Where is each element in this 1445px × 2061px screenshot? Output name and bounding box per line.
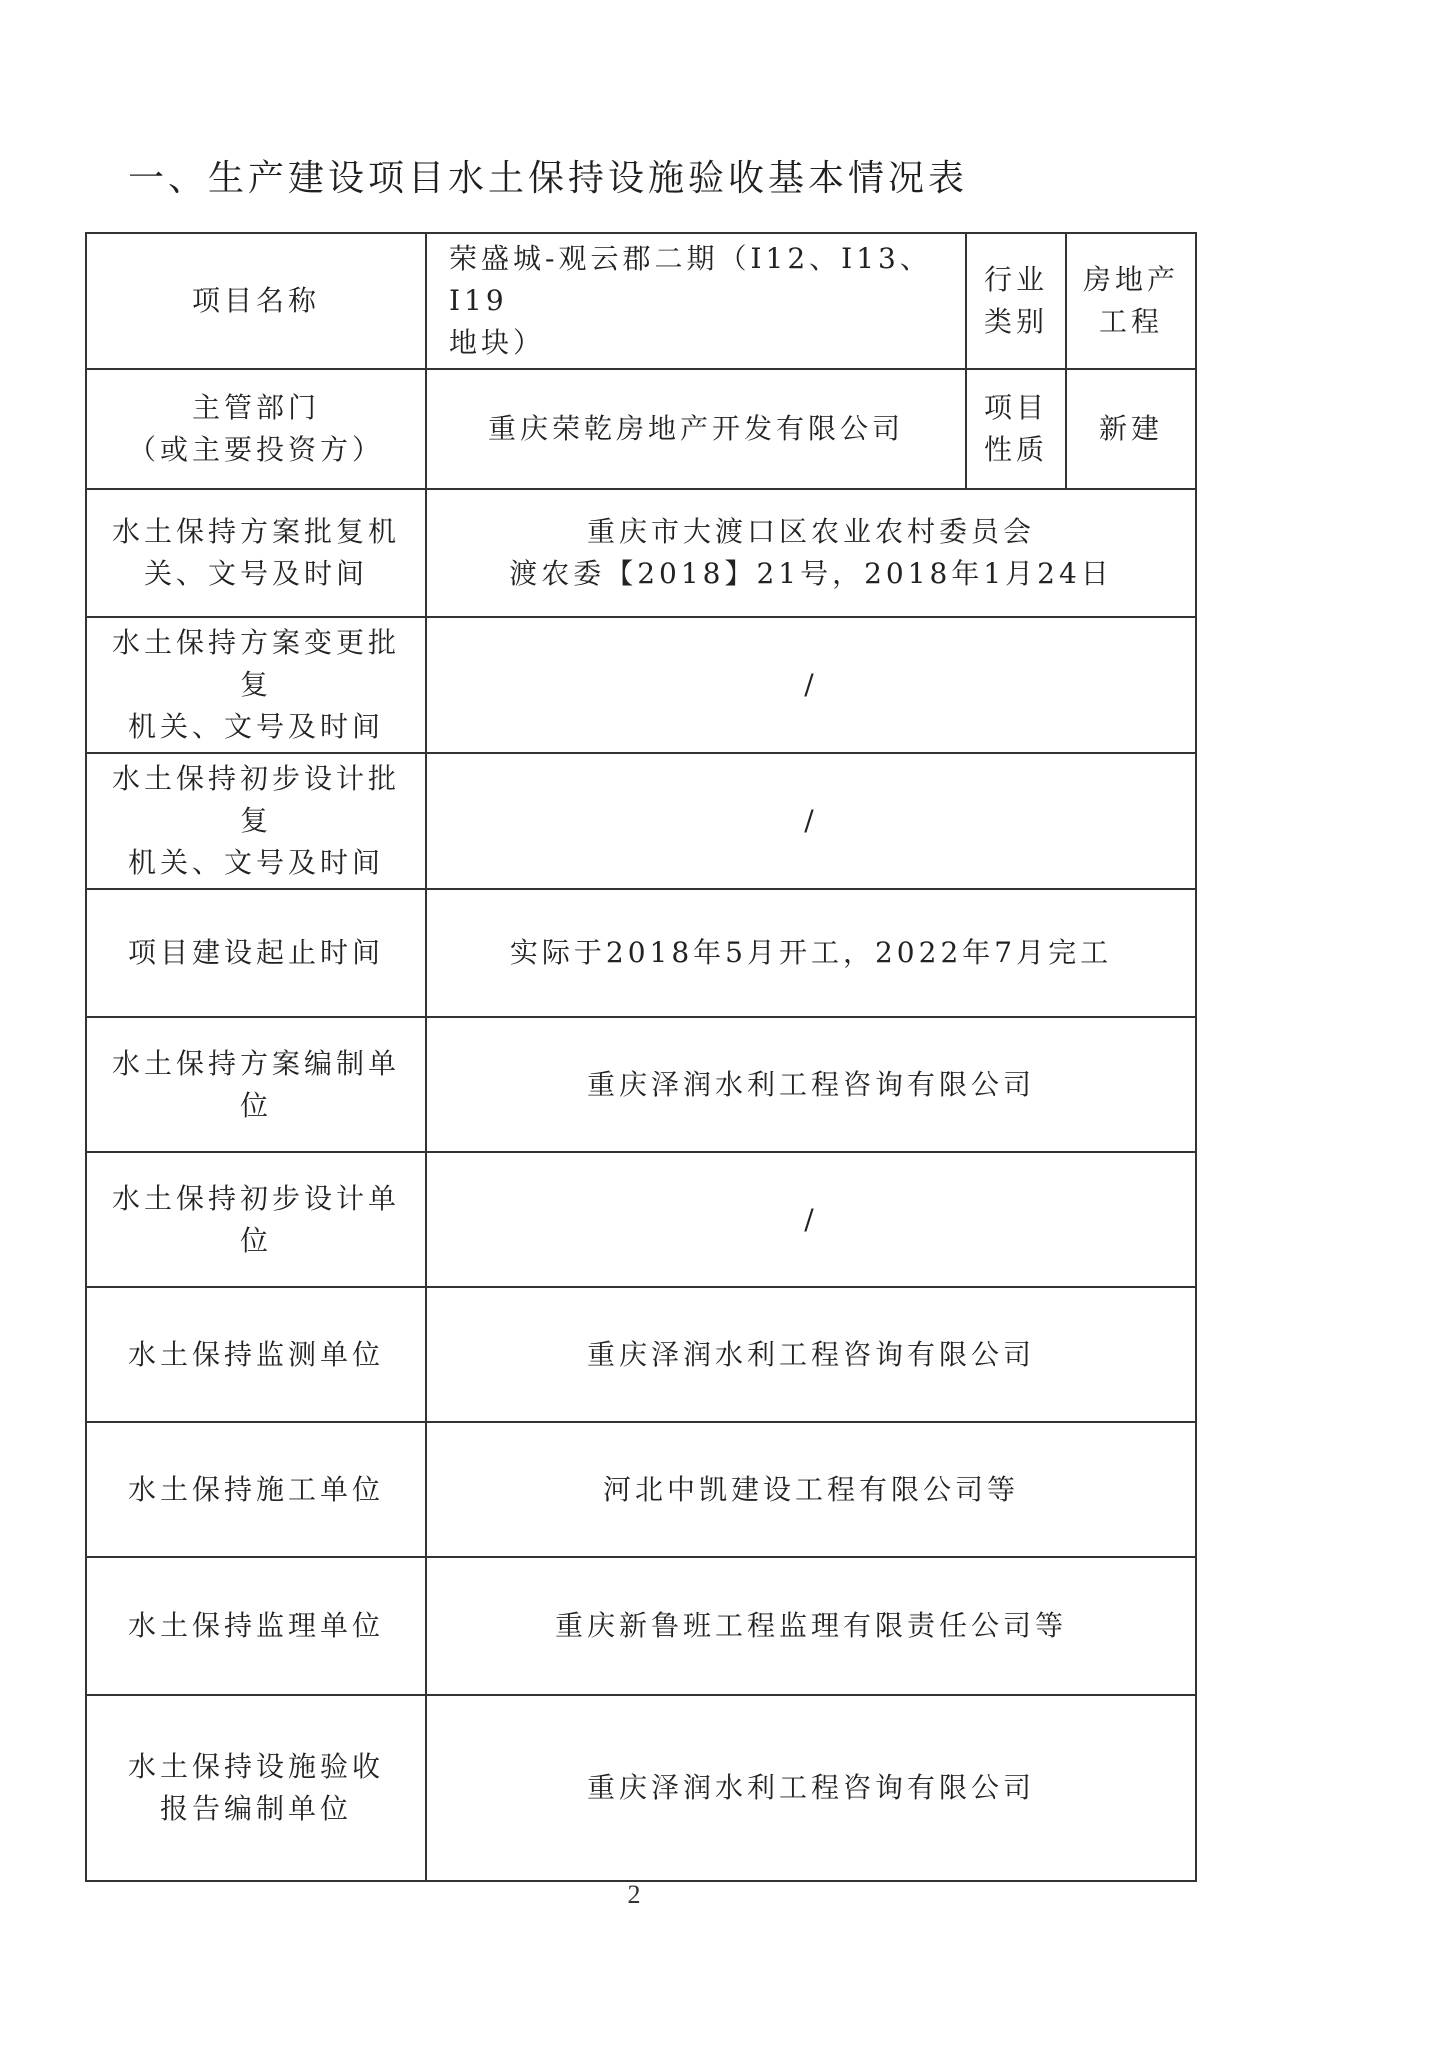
extra-label: 项目: [983, 391, 1048, 424]
label-cell: [86, 233, 426, 369]
label-cell: [86, 489, 426, 617]
row-label: 项目名称: [191, 284, 320, 317]
row-label: 水土保持初步设计单位: [111, 1181, 400, 1257]
value-cell: [426, 489, 1196, 617]
acceptance-info-table: [85, 232, 1197, 1882]
table-row-monitoring-unit: [86, 1287, 1196, 1422]
row-value: 重庆荣乾房地产开发有限公司: [487, 412, 904, 445]
extra-label: 性质: [983, 433, 1048, 466]
table-row-change-approval: [86, 617, 1196, 753]
label-cell: [86, 889, 426, 1017]
value-cell: [426, 889, 1196, 1017]
row-label: 报告编制单位: [159, 1792, 352, 1825]
table-row-report-compiler: [86, 1695, 1196, 1881]
table-row-plan-compiler: [86, 1017, 1196, 1152]
extra-value: 新建: [1098, 412, 1163, 445]
label-cell: [86, 1422, 426, 1557]
row-value: 重庆泽润水利工程咨询有限公司: [586, 1067, 1035, 1101]
extra-label-cell: [966, 369, 1066, 489]
label-cell: [86, 1152, 426, 1287]
table-row-approval: [86, 489, 1196, 617]
row-label: 水土保持监测单位: [127, 1337, 384, 1371]
row-value: /: [804, 668, 818, 701]
row-label: 机关、文号及时间: [127, 846, 384, 879]
row-value: 河北中凯建设工程有限公司等: [602, 1472, 1019, 1506]
value-cell: [426, 1287, 1196, 1422]
label-cell: [86, 1287, 426, 1422]
row-label: 水土保持初步设计批复: [111, 762, 400, 837]
table-row-design-unit: [86, 1152, 1196, 1287]
extra-label: 行业: [983, 263, 1048, 296]
extra-label-cell: [966, 233, 1066, 369]
page-title: 一、生产建设项目水土保持设施验收基本情况表: [128, 158, 969, 199]
table-row-project-name: [86, 233, 1196, 369]
row-value: /: [804, 1202, 818, 1236]
row-label: 水土保持设施验收: [127, 1750, 384, 1783]
table-row-preliminary-design-approval: [86, 753, 1196, 889]
label-cell: [86, 617, 426, 753]
row-label: 水土保持方案变更批复: [111, 626, 400, 701]
label-cell: [86, 1695, 426, 1881]
label-cell: [86, 1017, 426, 1152]
value-cell: [426, 369, 966, 489]
extra-value: 房地产: [1082, 263, 1179, 296]
extra-label: 类别: [983, 305, 1048, 338]
value-cell: [426, 1422, 1196, 1557]
row-value: 重庆泽润水利工程咨询有限公司: [586, 1337, 1035, 1371]
row-value: 重庆市大渡口区农业农村委员会: [586, 515, 1035, 548]
row-value: 重庆新鲁班工程监理有限责任公司等: [554, 1609, 1067, 1642]
value-cell: [426, 617, 1196, 753]
row-label: 机关、文号及时间: [127, 710, 384, 743]
row-label: （或主要投资方）: [127, 433, 384, 466]
value-cell: [426, 1017, 1196, 1152]
row-label: 水土保持方案编制单位: [111, 1046, 400, 1122]
value-cell: [426, 753, 1196, 889]
row-label: 关、文号及时间: [143, 557, 368, 590]
table-row-construction-period: [86, 889, 1196, 1017]
value-cell: [426, 1695, 1196, 1881]
label-cell: [86, 1557, 426, 1695]
row-value: /: [804, 804, 818, 837]
row-value: 实际于2018年5月开工，2022年7月完工: [509, 936, 1113, 969]
label-cell: [86, 753, 426, 889]
row-value: 地块）: [449, 326, 546, 359]
row-value: 渡农委【2018】21号，2018年1月24日: [509, 557, 1113, 590]
row-label: 水土保持施工单位: [127, 1472, 384, 1506]
table-row-construction-unit: [86, 1422, 1196, 1557]
value-cell: [426, 1152, 1196, 1287]
row-label: 主管部门: [191, 391, 320, 424]
value-cell: [426, 233, 966, 369]
label-cell: [86, 369, 426, 489]
table-row-supervision-unit: [86, 1557, 1196, 1695]
value-cell: [426, 1557, 1196, 1695]
page-number: 2: [627, 1880, 641, 1909]
extra-value-cell: [1066, 233, 1196, 369]
table-row-department: [86, 369, 1196, 489]
row-value: 重庆泽润水利工程咨询有限公司: [586, 1771, 1035, 1804]
row-value: 荣盛城-观云郡二期（I12、I13、I19: [449, 242, 932, 317]
extra-value-cell: [1066, 369, 1196, 489]
row-label: 水土保持方案批复机: [111, 515, 400, 548]
row-label: 水土保持监理单位: [127, 1609, 384, 1642]
row-label: 项目建设起止时间: [127, 936, 384, 969]
extra-value: 工程: [1098, 305, 1163, 338]
